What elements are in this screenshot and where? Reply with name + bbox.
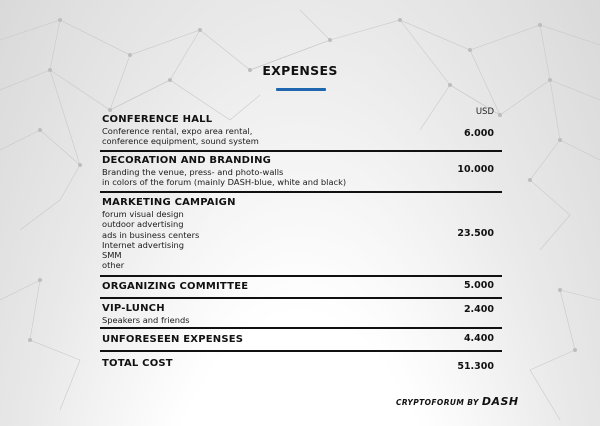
row-divider (100, 191, 502, 193)
row-divider (100, 297, 502, 299)
row-amount: 23.500 (457, 228, 494, 239)
row-desc-line: Conference rental, expo area rental, (102, 126, 253, 136)
row-divider (100, 350, 502, 352)
row-divider (100, 275, 502, 277)
row-divider (100, 327, 502, 329)
row-desc-line: Speakers and friends (102, 315, 190, 325)
table-row (100, 333, 502, 349)
table-row (100, 280, 502, 296)
row-desc-line: SMM (102, 250, 122, 261)
row-desc-line: Internet advertising (102, 239, 185, 250)
row-desc-line: in colors of the forum (mainly DASH-blue, white and black) (102, 177, 347, 188)
footer-prefix: CRYPTOFORUM BY (396, 398, 479, 407)
row-name: VIP-LUNCH (102, 303, 165, 314)
row-desc-line: other (102, 260, 125, 271)
row-desc-line: Branding the venue, press- and photo-walls (102, 167, 284, 177)
total-row (100, 357, 502, 377)
total-label: TOTAL COST (102, 358, 173, 369)
dash-logo-text: DASH (481, 395, 519, 408)
currency-label: USD (475, 107, 494, 117)
footer-logo (396, 395, 519, 408)
row-name: UNFORESEEN EXPENSES (102, 334, 244, 345)
row-amount: 4.400 (463, 333, 494, 344)
row-desc-line: outdoor advertising (102, 219, 184, 230)
title-underline (276, 88, 326, 91)
page-title: EXPENSES (262, 63, 338, 78)
row-amount: 10.000 (457, 164, 494, 175)
row-name: MARKETING CAMPAIGN (102, 197, 236, 208)
total-amount: 51.300 (457, 361, 494, 372)
row-desc-line: forum visual design (102, 209, 184, 219)
table-row (100, 113, 502, 149)
row-name: DECORATION AND BRANDING (102, 155, 272, 166)
row-amount: 2.400 (463, 304, 494, 315)
row-desc-line: conference equipment, sound system (102, 136, 259, 147)
row-amount: 5.000 (463, 280, 494, 291)
table-row (100, 196, 502, 272)
row-amount: 6.000 (463, 128, 494, 139)
row-name: CONFERENCE HALL (102, 114, 213, 125)
row-name: ORGANIZING COMMITTEE (102, 281, 249, 292)
row-divider (100, 150, 502, 152)
table-row (100, 154, 502, 190)
table-row (100, 302, 502, 328)
row-desc-line: ads in business centers (102, 229, 200, 240)
